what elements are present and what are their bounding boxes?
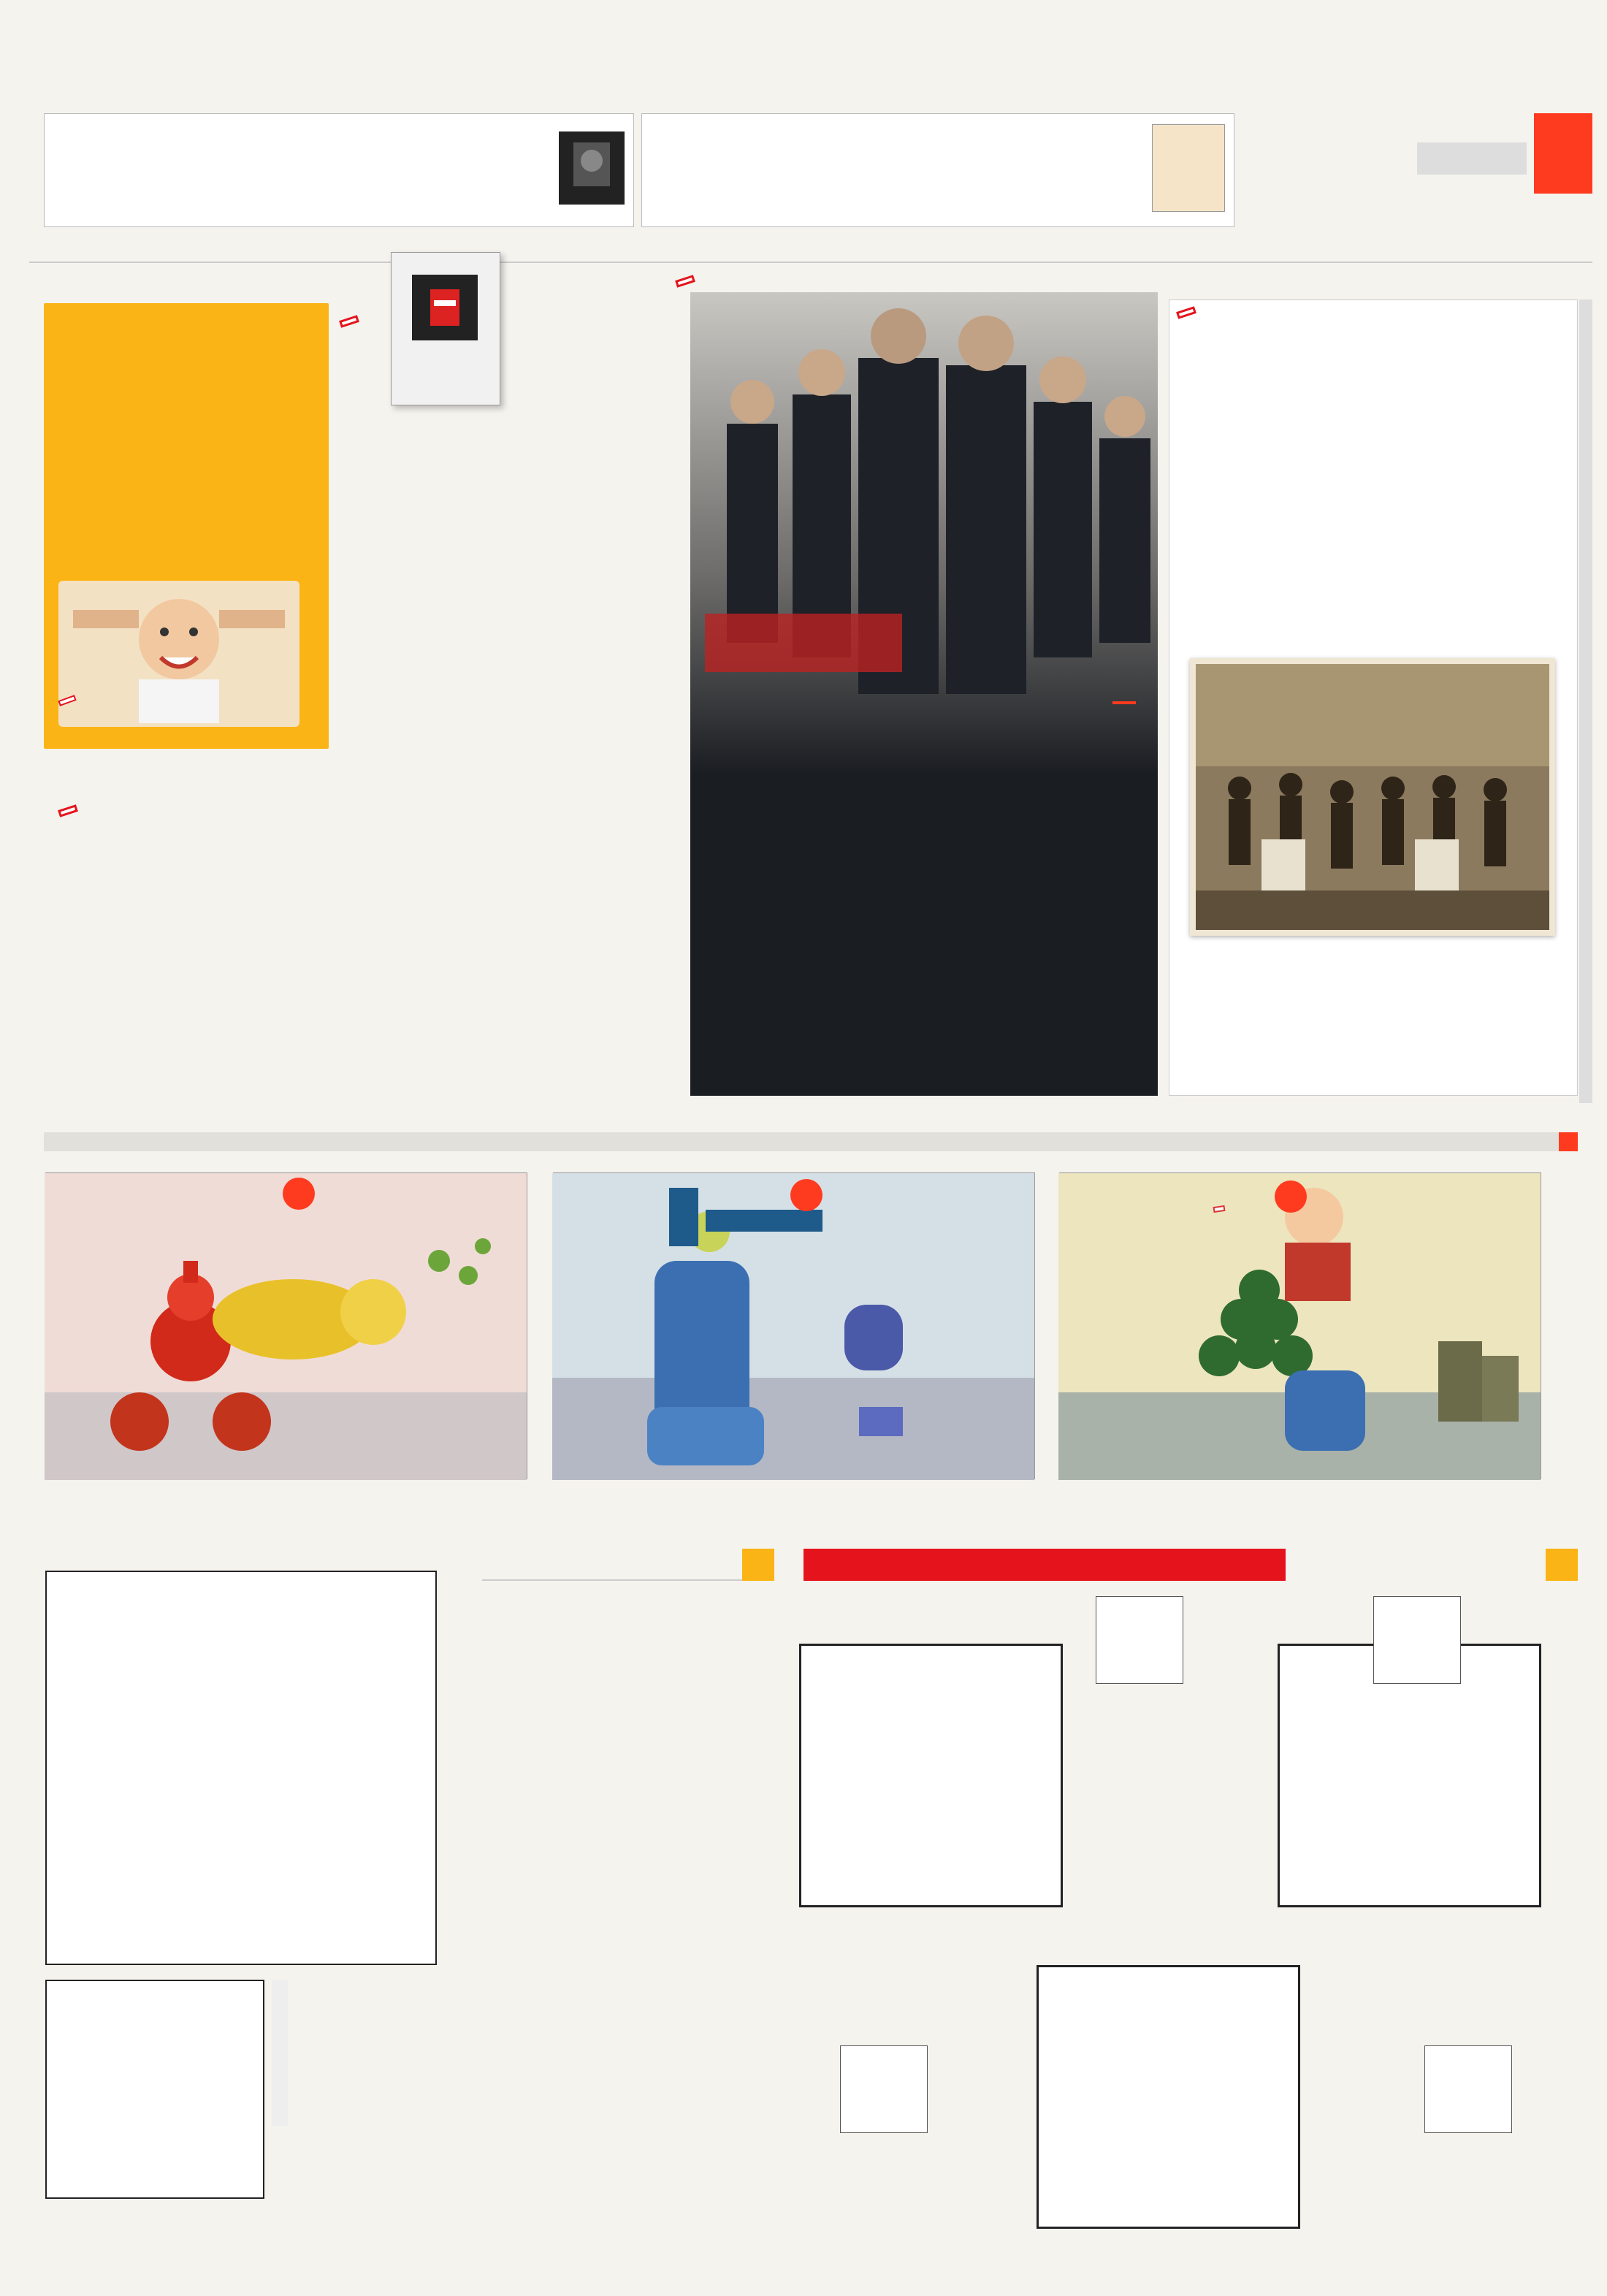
film-stamp <box>675 275 695 288</box>
cartoon-panel-1 <box>1059 1172 1541 1479</box>
film-poster <box>690 292 1158 774</box>
sudoku-answer-grid <box>840 2045 928 2133</box>
masthead-divider <box>29 262 1592 269</box>
brand-logo <box>1417 142 1527 175</box>
crossword-column-numbers <box>44 1549 460 1571</box>
brief-exhibition <box>641 113 1234 227</box>
crossword-grid[interactable] <box>45 1571 437 1965</box>
history-side-strip <box>1579 300 1592 1103</box>
cartoon-number-3 <box>283 1178 315 1210</box>
cartoon-bookmark-icon <box>1559 1132 1578 1151</box>
exhibition-poster <box>1152 124 1225 212</box>
sudoku-answer-grid <box>1096 1596 1183 1684</box>
answer-header <box>272 1980 288 2126</box>
sudoku-hard-label <box>955 1619 975 1625</box>
cartoon-panel-3 <box>45 1172 527 1479</box>
cartoon-panel-2 <box>553 1172 1035 1479</box>
cartoon-number-2 <box>790 1179 822 1211</box>
history-stamp-label <box>1176 306 1196 319</box>
sudoku-answer-grid <box>1424 2045 1512 2133</box>
sudoku-icon <box>1546 1549 1578 1581</box>
crossword-clues-down <box>482 1600 621 1622</box>
crossword-icon <box>742 1549 774 1581</box>
theater-poster <box>559 131 625 205</box>
positive-box <box>44 789 329 1096</box>
history-card <box>1169 300 1578 1096</box>
sudoku-answer-grid <box>1373 1596 1461 1684</box>
book-cover <box>391 252 500 405</box>
sudoku-hard <box>804 1644 1063 1903</box>
crossword-answer-grid <box>45 1980 264 2199</box>
cartoon-number-1 <box>1275 1181 1307 1213</box>
cartoon-header-bar <box>44 1132 1578 1151</box>
sudoku-medium-grid[interactable] <box>1037 1965 1300 2229</box>
masthead <box>1417 113 1592 267</box>
sudoku-medium <box>1041 1965 1300 2224</box>
sudoku-header-row <box>804 1549 1578 1581</box>
film-section <box>690 292 1158 1096</box>
baby-photo <box>58 581 299 727</box>
sudoku-instructions <box>804 1549 1286 1581</box>
historical-photo <box>1190 658 1555 936</box>
brief-theater <box>44 113 634 227</box>
crossword-header-row <box>482 1549 774 1581</box>
sudoku-hard-grid[interactable] <box>799 1644 1063 1907</box>
page-number <box>1534 113 1592 194</box>
sudoku-medium-label <box>1192 1940 1213 1946</box>
positive-stamp <box>58 804 78 817</box>
harmony-box <box>44 303 329 749</box>
crossword-row-numbers <box>438 1571 460 1965</box>
book-section <box>340 252 676 1092</box>
film-kicker <box>1112 701 1136 704</box>
book-stamp <box>339 315 359 328</box>
